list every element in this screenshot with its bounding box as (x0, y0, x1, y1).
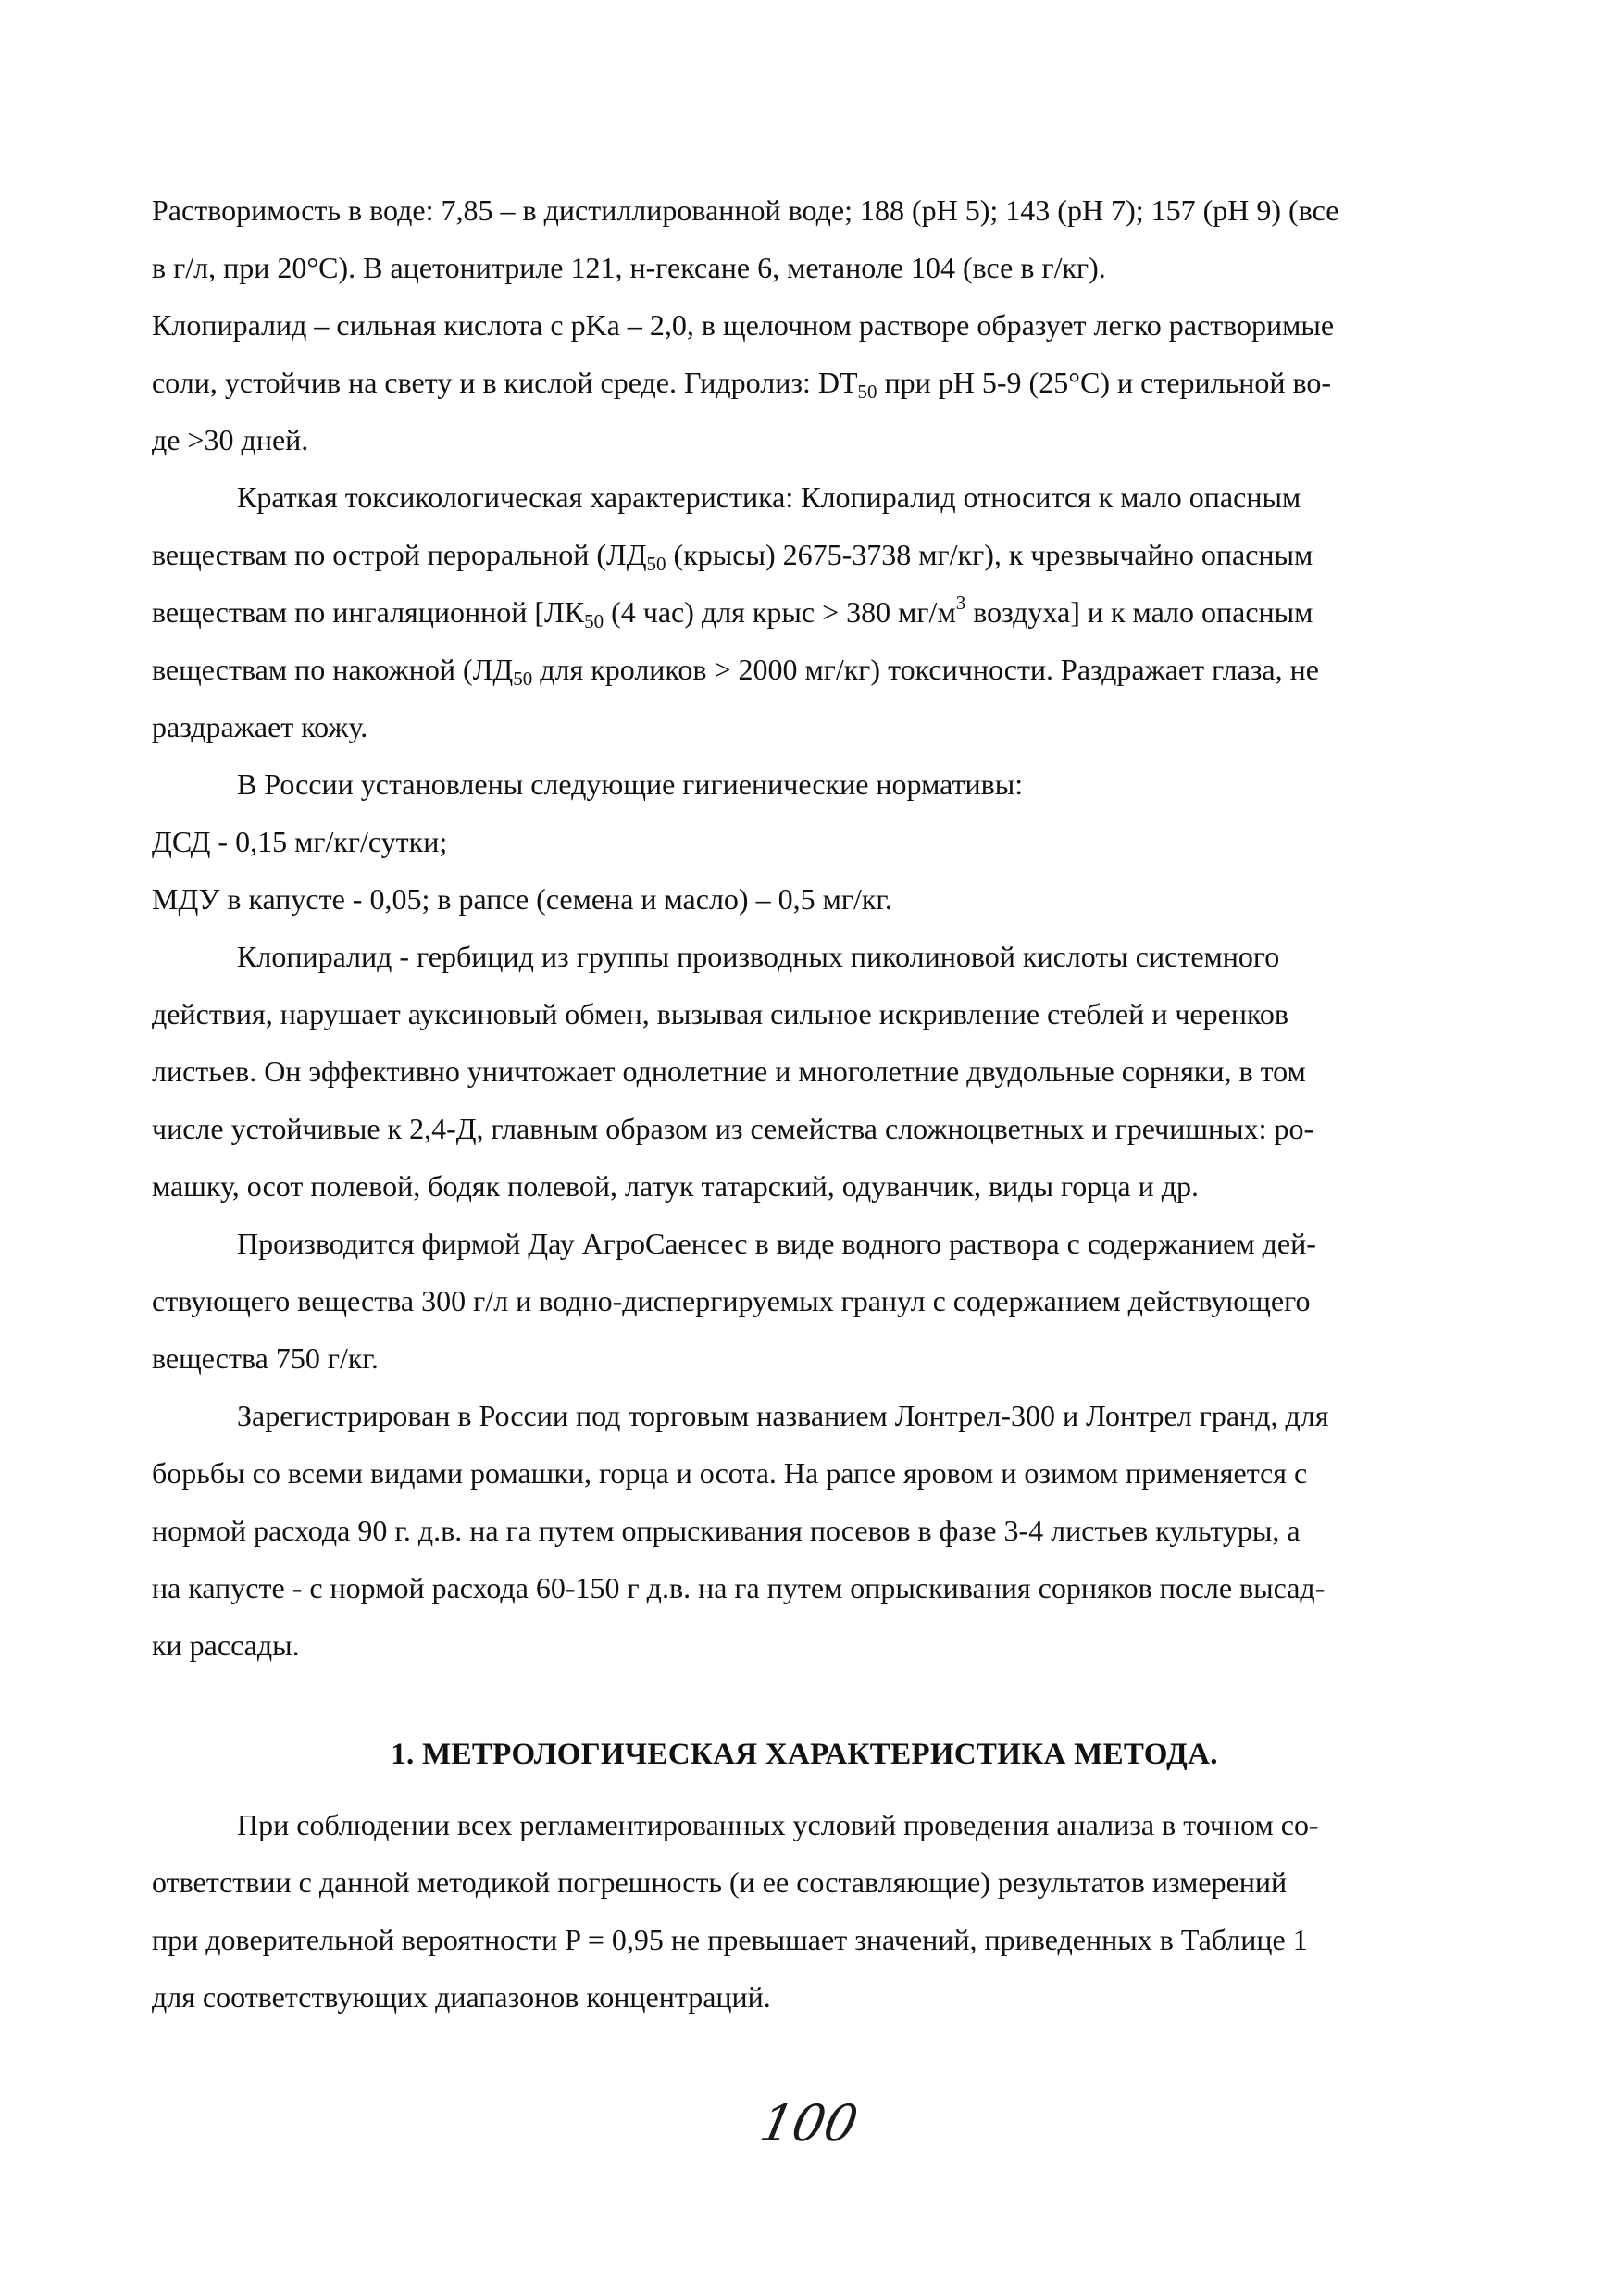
lk50-subscript: 50 (584, 610, 604, 632)
body-text-upper (152, 181, 1457, 1674)
herbicide-line-4: числе устойчивые к 2,4-Д, главным образом из семейства сложноцветных и гречишных: ро- (152, 1112, 1314, 1145)
acid-line-2 (152, 354, 1457, 411)
norms-intro: В России установлены следующие гигиенические нормативы: (237, 767, 1024, 801)
acid-line-2-b: при pH 5-9 (25°C) и стерильной во- (877, 366, 1331, 399)
metrology-line-2: ответствии с данной методикой погрешность (и ее составляющие) результатов измерений (152, 1866, 1288, 1899)
herbicide-line-1: Клопиралид - гербицид из группы производных пиколиновой кислоты системного (237, 940, 1280, 973)
ld50-dermal-subscript: 50 (513, 668, 533, 690)
dt50-subscript: 50 (857, 381, 877, 403)
toxicology-line-2 (152, 526, 1457, 583)
toxicology-line-2-b: (крысы) 2675-3738 мг/кг), к чрезвычайно опасным (666, 538, 1313, 571)
acid-line-3: де >30 дней. (152, 423, 309, 456)
acid-line-2-a: соли, устойчив на свету и в кислой среде. Гидролиз: DT (152, 366, 858, 399)
paragraph-herbicide (152, 928, 1457, 1215)
paragraph-norms (152, 755, 1457, 928)
producer-line-1: Производится фирмой Дау АгроСаенсес в виде водного раствора с содержанием дей- (237, 1227, 1316, 1260)
registration-line-4: на капусте - с нормой расхода 60-150 г д.в. на га путем опрыскивания сорняков после высад- (152, 1571, 1326, 1604)
body-text-section1 (152, 1796, 1457, 2026)
toxicology-line-3-a: веществам по ингаляционной [ЛК (152, 595, 585, 629)
registration-line-3: нормой расхода 90 г. д.в. на га путем опрыскивания посевов в фазе 3-4 листьев культуры, а (152, 1514, 1301, 1547)
toxicology-line-4-a: веществам по накожной (ЛД (152, 653, 514, 686)
paragraph-acid (152, 296, 1457, 468)
metrology-line-4: для соответствующих диапазонов концентраций. (152, 1980, 771, 2014)
page-number: 100 (754, 2094, 864, 2152)
registration-line-1: Зарегистрирован в России под торговым названием Лонтрел-300 и Лонтрел гранд, для (237, 1399, 1329, 1432)
paragraph-producer (152, 1215, 1457, 1387)
toxicology-line-4 (152, 641, 1457, 698)
solubility-line-1: Растворимость в воде: 7,85 – в дистиллированной воде; 188 (pH 5); 143 (pH 7); 157 (pH 9) (все (152, 193, 1339, 227)
registration-line-5: ки рассады. (152, 1628, 300, 1662)
metrology-line-3: при доверительной вероятности P = 0,95 не превышает значений, приведенных в Таблице 1 (152, 1923, 1308, 1956)
toxicology-line-3-b: (4 час) для крыс > 380 мг/м (604, 595, 956, 629)
toxicology-line-1: Краткая токсикологическая характеристика: Клопиралид относится к мало опасным (237, 480, 1301, 514)
registration-line-2: борьбы со всеми видами ромашки, горца и осота. На рапсе яровом и озимом применяется с (152, 1456, 1308, 1490)
herbicide-line-2: действия, нарушает ауксиновый обмен, вызывая сильное искривление стеблей и черенков (152, 997, 1288, 1030)
toxicology-line-3-c: воздуха] и к мало опасным (965, 595, 1313, 629)
ld50-subscript: 50 (646, 553, 666, 575)
paragraph-solubility (152, 181, 1457, 296)
acid-line-1: Клопиралид – сильная кислота с pKa – 2,0, в щелочном растворе образует легко растворимые (152, 308, 1335, 342)
herbicide-line-3: листьев. Он эффективно уничтожает однолетние и многолетние двудольные сорняки, в том (152, 1054, 1306, 1088)
toxicology-line-3 (152, 583, 1457, 641)
paragraph-toxicology (152, 468, 1457, 755)
solubility-line-2: в г/л, при 20°C). В ацетонитриле 121, н-гексане 6, метаноле 104 (все в г/кг). (152, 251, 1106, 284)
m3-superscript: 3 (955, 592, 966, 614)
herbicide-line-5: машку, осот полевой, бодяк полевой, латук татарский, одуванчик, виды горца и др. (152, 1169, 1200, 1203)
producer-line-2: ствующего вещества 300 г/л и водно-диспергируемых гранул с содержанием действующего (152, 1284, 1311, 1317)
toxicology-line-5: раздражает кожу. (152, 710, 368, 743)
norms-mdu: МДУ в капусте - 0,05; в рапсе (семена и масло) – 0,5 мг/кг. (152, 882, 892, 916)
section-heading: 1. МЕТРОЛОГИЧЕСКАЯ ХАРАКТЕРИСТИКА МЕТОДА. (391, 1738, 1218, 1771)
toxicology-line-2-a: веществам по острой пероральной (ЛД (152, 538, 647, 571)
paragraph-metrology (152, 1796, 1457, 2026)
toxicology-line-4-b: для кроликов > 2000 мг/кг) токсичности. Раздражает глаза, не (532, 653, 1319, 686)
producer-line-3: вещества 750 г/кг. (152, 1341, 379, 1375)
paragraph-registration (152, 1387, 1457, 1674)
norms-dsd: ДСД - 0,15 мг/кг/сутки; (152, 825, 448, 858)
metrology-line-1: При соблюдении всех регламентированных условий проведения анализа в точном со- (237, 1808, 1319, 1841)
